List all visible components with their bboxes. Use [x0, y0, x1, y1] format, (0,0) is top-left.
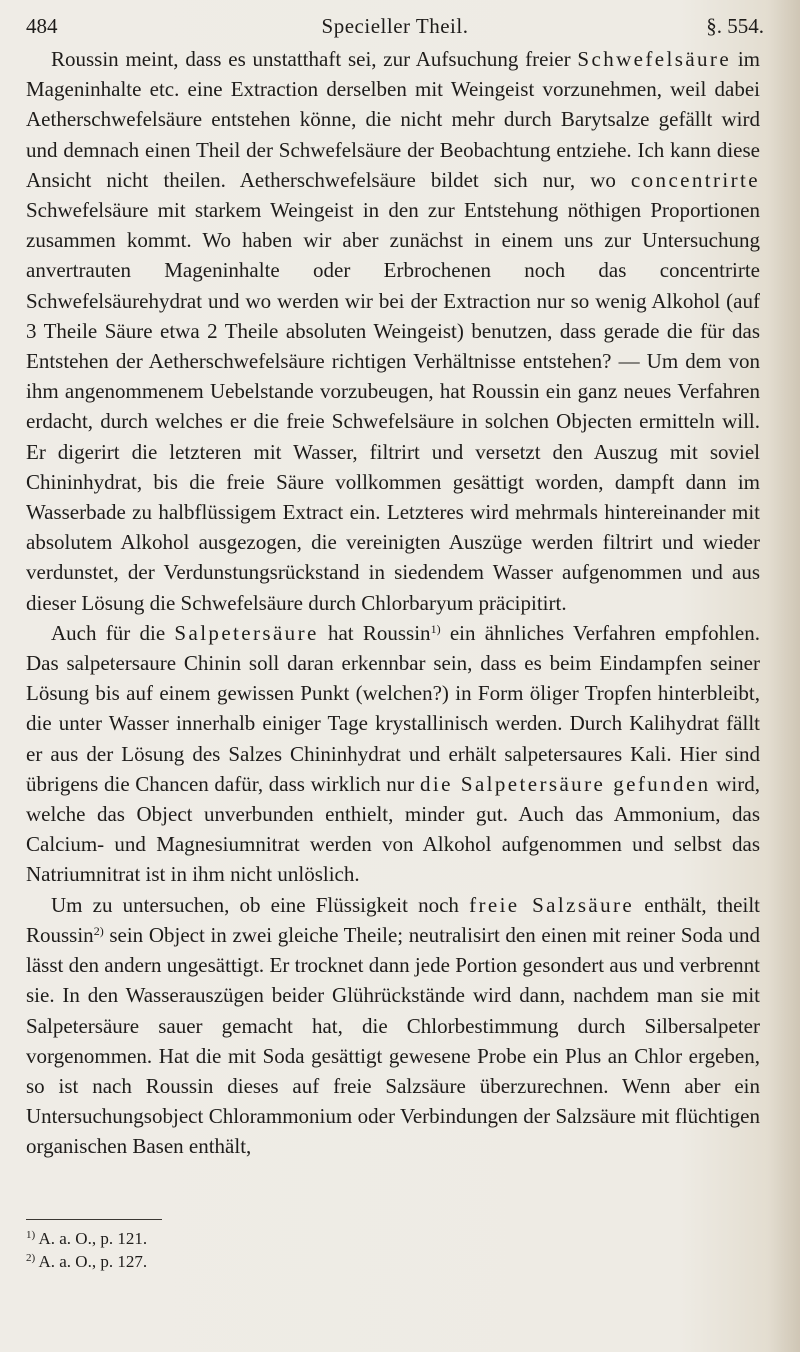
- text-run: sein Object in zwei gleiche Theile; neutralisirt den einen mit reiner Soda und lässt den andern ungesättigt. Er trocknet dann jede Portion gesondert aus und verbrennt sie. In den Wasserauszügen beider Glührückstände wird dann, nachdem man sie mit Salpetersäure sauer gemacht hat, die Chlorbestimmung durch Silbersalpeter vorgenommen. Hat die mit Soda gesättigt gewesene Probe ein Plus an Chlor ergeben, so ist nach Roussin dieses auf freie Salzsäure überzurechnen. Wenn aber ein Untersuchungsobject Chlorammonium oder Verbindungen der Salzsäure mit flüchtigen organischen Basen enthält,: [26, 922, 760, 1159]
- spaced-emphasis: Salpetersäure: [174, 620, 319, 645]
- footnote-text: A. a. O., p. 127.: [35, 1252, 148, 1271]
- text-run: wird, welche das Object unverbunden enthielt, minder gut. Auch das Ammonium, das Calcium- und Magnesiumnitrat werden von Alkohol aufgenommen und selbst das Natriumnitrat ist in ihm nicht unlöslich.: [26, 771, 760, 887]
- spaced-emphasis: Schwefelsäure: [577, 47, 732, 71]
- spaced-emphasis: die Salpetersäure gefunden: [419, 771, 711, 796]
- text-run: ein ähnliches Verfahren empfohlen. Das salpetersaure Chinin soll daran erkennbar sein, dass es beim Eindampfen seiner Lösung bis auf einem gewissen Punkt (welchen?) in Form öliger Tropfen hinterbleibt, die unter Wasser innerhalb einiger Tage krystallinisch werden. Durch Kalihydrat fällt er aus der Lösung des Salzes Chininhydrat und erhält salpetersaures Kali. Hier sind übrigens die Chancen dafür, dass wirklich nur: [26, 620, 760, 796]
- page-number: 484: [26, 14, 58, 38]
- paragraph-1: [26, 44, 760, 618]
- text-run: Auch für die: [51, 620, 175, 645]
- footnotes: [26, 1227, 147, 1273]
- paragraph-2: [26, 618, 760, 890]
- footnote-divider: [26, 1219, 162, 1220]
- spaced-emphasis: freie Salzsäure: [469, 892, 635, 917]
- text-run: hat Roussin: [318, 620, 431, 645]
- footnote-mark: 1): [26, 1229, 36, 1241]
- spaced-emphasis: concentrirte: [630, 167, 760, 192]
- text-run: im Mageninhalte etc. eine Extraction derselben mit Weingeist vorzunehmen, weil dabei Aetherschwefelsäure entstehen könne, die nicht mehr durch Barytsalze gefällt wird und demnach einen Theil der Schwefelsäure der Beobachtung entziehe. Ich kann diese Ansicht nicht theilen. Aetherschwefelsäure bildet sich nur, wo: [26, 47, 761, 192]
- text-run: Schwefelsäure mit starkem Weingeist in den zur Entstehung nöthigen Proportionen zusammen kommt. Wo haben wir aber zunächst in einem uns zur Untersuchung anvertrauten Mageninhalte oder Erbrochenen noch das concentrirte Schwefelsäurehydrat und wo werden wir bei der Extraction nur so wenig Alkohol (auf 3 Theile Säure etwa 2 Theile absoluten Weingeist) benutzen, dass gerade die für das Entstehen der Aetherschwefelsäure richtigen Verhältnisse entstehen? — Um dem von ihm angenommenem Uebelstande vorzubeugen, hat Roussin ein ganz neues Verfahren erdacht, durch welches er die freie Schwefelsäure in solchen Objecten ermitteln will. Er digerirt die letzteren mit Wasser, filtrirt und versetzt den Auszug mit soviel Chininhydrat, bis die freie Säure vollkommen gesättigt worden, dampft dann im Wasserbade zu halbflüssigem Extract ein. Letzteres wird mehrmals hintereinander mit absolutem Alkohol ausgezogen, die vereinigten Auszüge werden filtrirt und wieder verdunstet, der Verdunstungsrückstand in siedendem Wasser aufgenommen und aus dieser Lösung die Schwefelsäure durch Chlorbaryum präcipitirt.: [26, 198, 760, 615]
- footnote-mark: 2): [26, 1252, 36, 1264]
- footnote-1: [26, 1227, 147, 1250]
- running-title: Specieller Theil.: [321, 14, 469, 38]
- section-number: §. 554.: [706, 14, 764, 38]
- footnote-2: [26, 1250, 147, 1273]
- text-run: enthält, theilt Roussin: [26, 892, 760, 947]
- footnote-text: A. a. O., p. 121.: [35, 1229, 148, 1248]
- paragraph-3: [26, 890, 760, 1162]
- text-run: Roussin meint, dass es unstatthaft sei, zur Aufsuchung freier: [51, 47, 578, 71]
- text-run: Um zu untersuchen, ob eine Flüssigkeit noch: [51, 892, 470, 917]
- page-header: [26, 14, 764, 44]
- footnote-ref[interactable]: 2): [93, 923, 104, 938]
- body-text: [26, 44, 760, 1162]
- footnote-ref[interactable]: 1): [430, 621, 441, 636]
